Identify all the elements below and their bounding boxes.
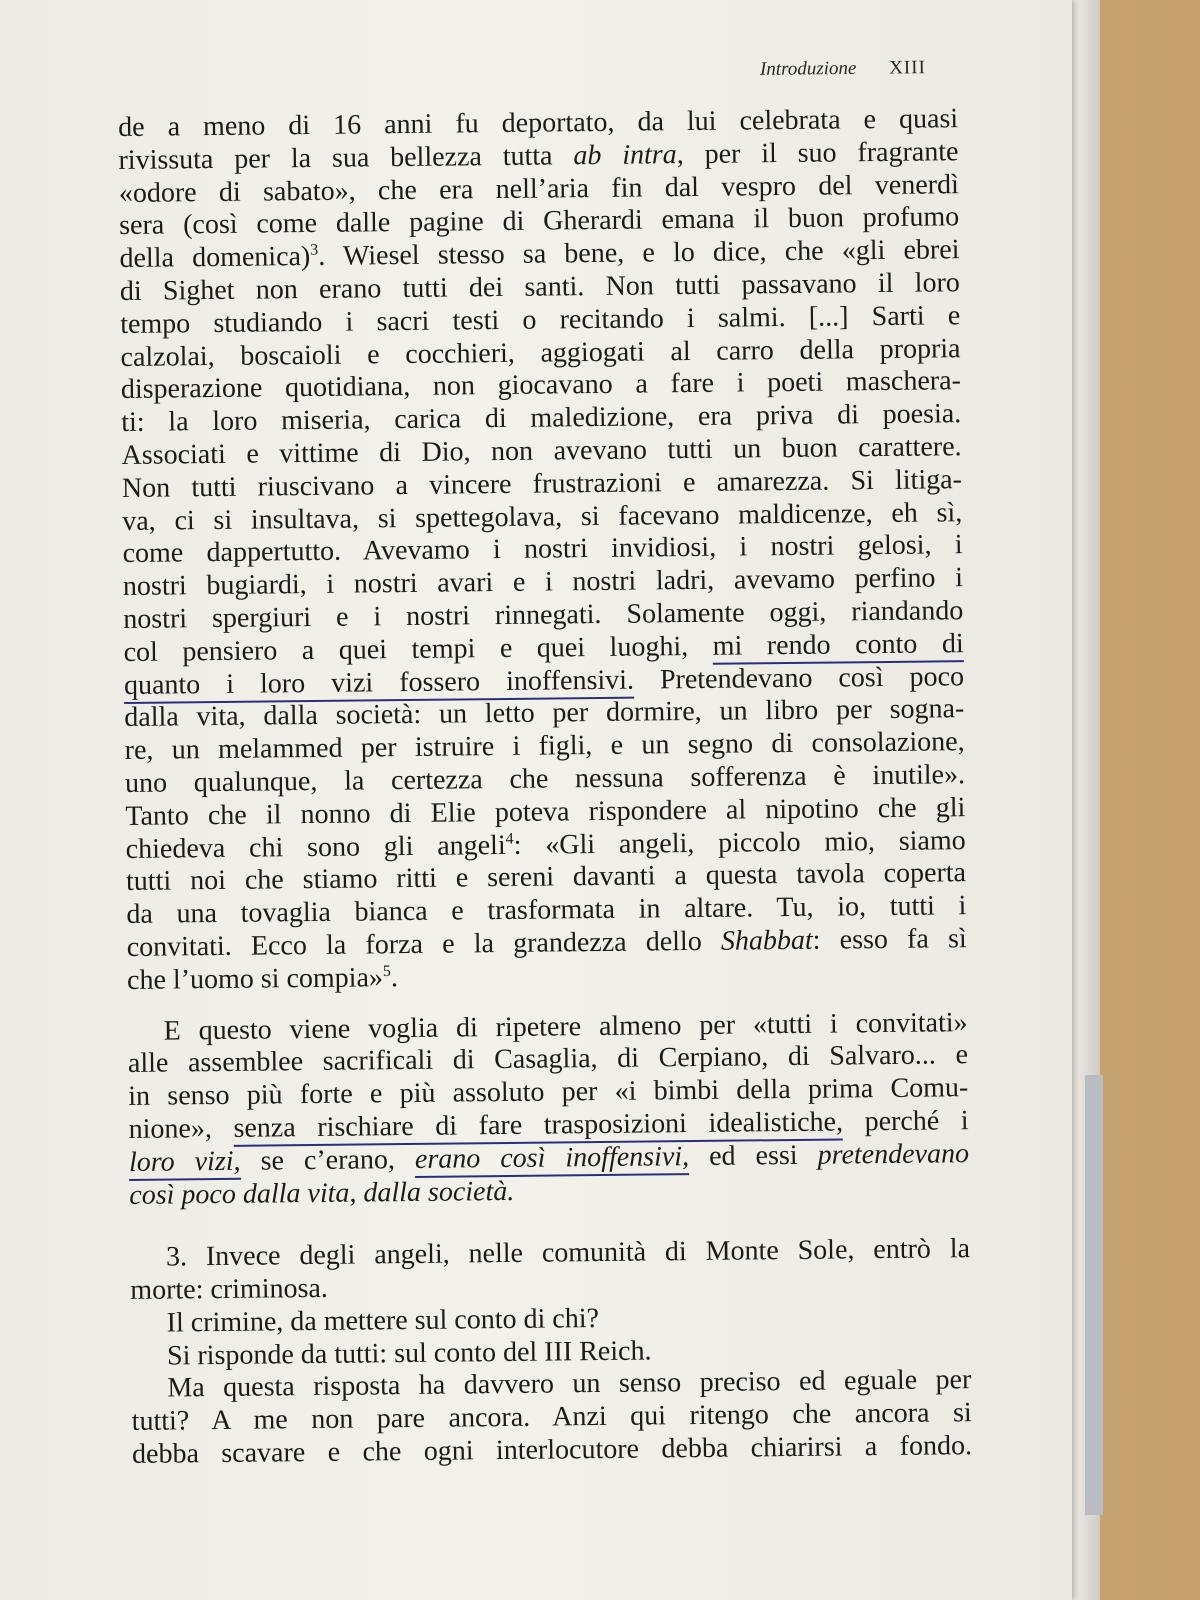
text-line: 3. Invece degli angeli, nelle comunità di Monte Sole, entrò la <box>165 1233 971 1273</box>
pen-underline: mi rendo conto di <box>713 628 964 665</box>
text-line: Il crimine, da mettere sul conto di chi? <box>166 1302 600 1339</box>
text-line: dalla vita, dalla società: un letto per dormire, un libro per sogna- <box>124 693 965 734</box>
body-text <box>118 103 972 1472</box>
text-line: tutti noi che stiamo ritti e sereni davanti a questa tavola coperta <box>125 857 967 898</box>
text-line: di Sighet non erano tutti dei santi. Non tutti passavano il loro <box>119 267 960 307</box>
text-line: nostri spergiuri e i nostri rinnegati. Solamente oggi, riandando <box>123 595 964 635</box>
text-line: morte: criminosa. <box>130 1272 329 1307</box>
running-header <box>760 57 926 81</box>
footnote-marker: 4 <box>505 830 514 848</box>
italic-phrase: ab intra <box>573 138 677 172</box>
text-line: della domenica)$^3$. Wiesel stesso sa bene, e lo dice, che «gli ebrei <box>119 234 960 275</box>
text-line: rivissuta per la sua bellezza tutta ab intra, per il suo fragrante <box>118 135 959 176</box>
text-line: convitati. Ecco la forza e la grandezza dello Shabbat: esso fa sì <box>126 923 967 963</box>
footnote-marker: 3 <box>310 241 319 259</box>
book-cover-edge <box>1085 1075 1103 1515</box>
text-line: quanto i loro vizi fossero inoffensivi. Pretendevano così poco <box>124 661 964 703</box>
text-line: «odore di sabato», che era nell’aria fin dal vespro del venerdì <box>118 168 959 209</box>
text-line: alle assemblee sacrificali di Casaglia, di Cerpiano, di Salvaro... e <box>127 1039 969 1080</box>
text-line: come dappertutto. Avevamo i nostri invidiosi, i nostri gelosi, i <box>122 529 963 570</box>
text-line: da una tovaglia bianca e trasformata in altare. Tu, io, tutti i <box>126 890 967 931</box>
italic-word: Shabbat <box>720 924 813 957</box>
text-line: Non tutti riuscivano a vincere frustrazioni e amarezza. Si litiga- <box>121 463 963 504</box>
pen-underline: erano così inoffensivi, <box>415 1141 689 1178</box>
text-line: Tanto che il nonno di Elie poteva rispondere al nipotino che gli <box>125 791 966 832</box>
text-line: sera (così come dalle pagine di Gherardi emana il buon profumo <box>119 201 960 242</box>
text-line: loro vizi, se c’erano, erano così inoffensivi, ed essi pretendevano <box>129 1138 969 1180</box>
text-line: de a meno di 16 anni fu deportato, da lui celebrata e quasi <box>118 103 959 143</box>
text-line: E questo viene voglia di ripetere almeno per «tutti i convitati» <box>163 1006 968 1047</box>
pen-underline: senza rischiare di fare trasposizioni idealistiche, <box>233 1106 843 1146</box>
text-line: Si risponde da tutti: sul conto del III Reich. <box>166 1335 652 1372</box>
text-line: Ma questa risposta ha davvero un senso preciso ed eguale per <box>167 1364 972 1405</box>
text-line: in senso più forte e più assoluto per «i bimbi della prima Comu- <box>128 1072 969 1113</box>
running-title: Introduzione <box>759 57 857 80</box>
text-line: col pensiero a quei tempi e quei luoghi, mi rendo conto di <box>123 627 964 668</box>
text-line: chiedeva chi sono gli angeli$^4$: «Gli angeli, piccolo mio, siamo <box>125 824 966 865</box>
page-number: XIII <box>889 57 926 79</box>
text-line: calzolai, boscaioli e cocchieri, aggiogati al carro della propria <box>120 332 961 373</box>
text-line: tutti? A me non pare ancora. Anzi qui ritengo che ancora si <box>131 1397 972 1438</box>
text-line: nione», senza rischiare di fare trasposizioni idealistiche, perché i <box>128 1105 969 1145</box>
text-line: nostri bugiardi, i nostri avari e i nostri ladri, avevamo perfino i <box>122 562 964 603</box>
text-line: tempo studiando i sacri testi o recitando i salmi. [...] Sarti e <box>120 299 961 340</box>
text-line: ti: la loro miseria, carica di maledizione, era priva di poesia. <box>121 398 962 439</box>
text-line: Associati e vittime di Dio, non avevano tutti un buon carattere. <box>121 431 962 471</box>
pen-underline: loro vizi, <box>129 1145 241 1180</box>
text-line: che l’uomo si compia»$^5$. <box>126 961 399 996</box>
text-line: disperazione quotidiana, non giocavano a fare i poeti maschera- <box>120 365 962 406</box>
pen-underline: quanto i loro vizi fossero inoffensivi. <box>124 664 634 703</box>
text-line: debba scavare e che ogni interlocutore debba chiarirsi a fondo. <box>131 1430 973 1471</box>
footnote-marker: 5 <box>382 962 391 980</box>
text-line: va, ci si insultava, si spettegolava, si facevano maldicenze, eh sì, <box>122 496 963 537</box>
text-line: uno qualunque, la certezza che nessuna sofferenza è inutile». <box>124 759 966 799</box>
text-line: così poco dalla vita, dalla società. <box>129 1175 515 1211</box>
text-line: re, un melammed per istruire i figli, e un segno di consolazione, <box>124 726 965 767</box>
